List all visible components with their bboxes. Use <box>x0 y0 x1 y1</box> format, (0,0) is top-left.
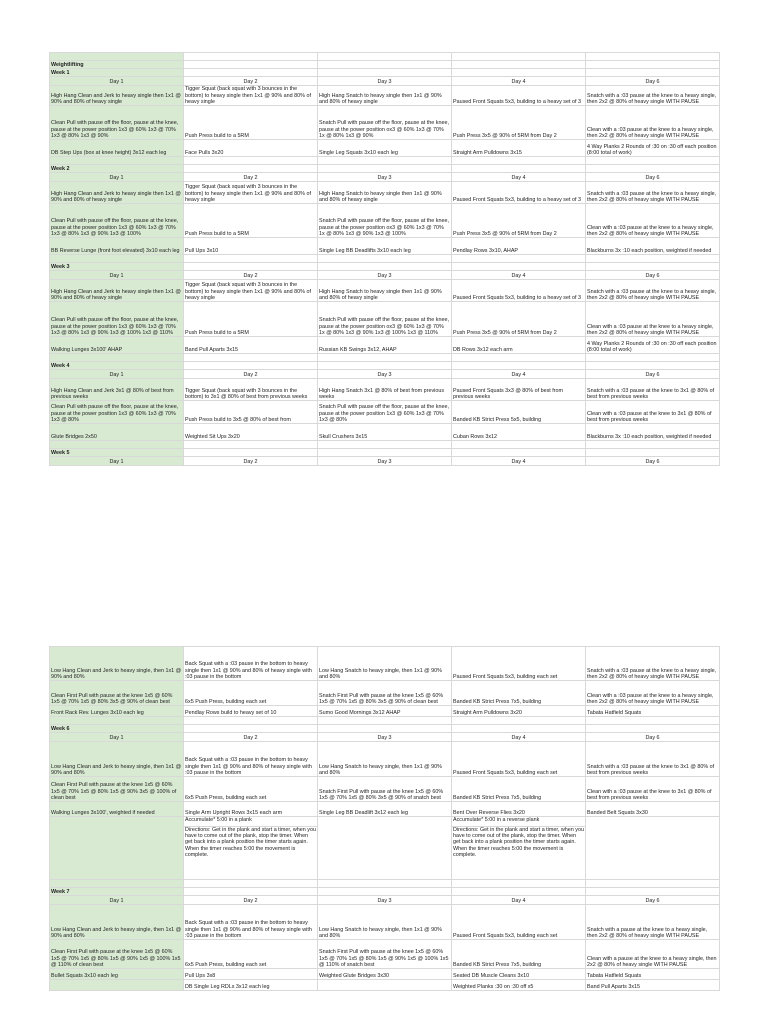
exercise-cell[interactable]: Pendlay Rows build to heavy set of 10 <box>184 706 318 717</box>
week-label[interactable]: Week 3 <box>50 263 184 271</box>
exercise-cell[interactable] <box>318 980 452 991</box>
exercise-cell[interactable]: Snatch Pull with pause off the floor, pause at the knee, pause at the power position ox3 @ 60% 1x3 @ 70% 1x @ 80% 1x3 @ 90% 1x3 @ 100% <box>318 204 452 238</box>
empty-cell[interactable] <box>318 725 452 733</box>
exercise-cell[interactable]: Walking Lunges 3x100', weighted if needed <box>50 802 184 817</box>
empty-cell[interactable] <box>452 725 586 733</box>
day-header[interactable]: Day 4 <box>452 173 586 182</box>
empty-cell[interactable] <box>452 441 586 449</box>
exercise-cell[interactable]: Paused Front Squats 5x3, building to a heavy set of 3 <box>452 86 586 106</box>
empty-cell[interactable] <box>452 157 586 165</box>
empty-cell[interactable] <box>586 53 720 61</box>
empty-cell[interactable] <box>318 157 452 165</box>
empty-cell[interactable] <box>184 362 318 370</box>
day-header[interactable]: Day 4 <box>452 733 586 742</box>
exercise-cell[interactable]: Push Press build to a 5RM <box>184 106 318 140</box>
exercise-cell[interactable]: Tigger Squat (back squat with 3 bounces in the bottom) to heavy single then 1x1 @ 90% and 80% of heavy single <box>184 86 318 106</box>
exercise-cell[interactable]: Snatch First Pull with pause at the knee 1x5 @ 60% 1x5 @ 70% 1x5 @ 80% 3x5 @ 90% of snatch best <box>318 777 452 802</box>
empty-cell[interactable] <box>318 53 452 61</box>
empty-cell[interactable] <box>184 157 318 165</box>
week-label[interactable]: Week 1 <box>50 69 184 77</box>
exercise-cell[interactable]: High Hang Snatch to heavy single then 1x1 @ 90% and 80% of heavy single <box>318 182 452 204</box>
exercise-cell[interactable]: Face Pulls 3x20 <box>184 140 318 157</box>
exercise-cell[interactable]: Paused Front Squats 5x3, building to a heavy set of 3 <box>452 280 586 302</box>
day-header[interactable]: Day 6 <box>586 370 720 379</box>
exercise-cell[interactable]: Pull Ups 3x10 <box>184 238 318 255</box>
empty-cell[interactable] <box>318 61 452 69</box>
empty-cell[interactable] <box>318 449 452 457</box>
week-label[interactable]: Week 4 <box>50 362 184 370</box>
exercise-cell[interactable]: Low Hang Clean and Jerk to heavy single, then 1x1 @ 90% and 80% <box>50 647 184 681</box>
empty-cell[interactable] <box>586 255 720 263</box>
empty-cell[interactable] <box>452 354 586 362</box>
empty-cell[interactable] <box>452 880 586 888</box>
exercise-cell[interactable]: Low Hang Snatch to heavy single, then 1x1 @ 90% and 80% <box>318 742 452 777</box>
empty-cell[interactable] <box>50 53 184 61</box>
sheet-page-2 <box>49 646 720 991</box>
empty-cell[interactable] <box>452 362 586 370</box>
day-header[interactable]: Day 1 <box>50 271 184 280</box>
exercise-cell[interactable]: Band Pull Aparts 3x15 <box>586 980 720 991</box>
exercise-cell[interactable]: Clean with a :03 pause at the knee to 3x1 @ 80% of best from previous weeks <box>586 401 720 424</box>
empty-cell[interactable] <box>586 717 720 725</box>
empty-cell[interactable] <box>452 255 586 263</box>
day-header[interactable]: Day 1 <box>50 896 184 905</box>
day-header[interactable]: Day 6 <box>586 173 720 182</box>
empty-cell[interactable] <box>586 441 720 449</box>
empty-cell[interactable] <box>586 449 720 457</box>
exercise-cell[interactable]: Push Press build to 3x5 @ 80% of best from <box>184 401 318 424</box>
week-label[interactable]: Week 2 <box>50 165 184 173</box>
empty-cell[interactable] <box>184 61 318 69</box>
day-header[interactable]: Day 1 <box>50 370 184 379</box>
exercise-cell[interactable]: Snatch Pull with pause off the floor, pause at the knee, pause at the power position ox3 @ 60% 1x3 @ 70% 1x @ 80% 1x3 @ 90% <box>318 106 452 140</box>
exercise-cell[interactable]: Single Leg BB Deadlift 3x12 each leg <box>318 802 452 817</box>
exercise-cell[interactable]: Tabata Hatfield Squats <box>586 706 720 717</box>
exercise-cell[interactable]: Snatch Pull with pause off the floor, pause at the knee, pause at the power position ox3 @ 60% 1x3 @ 70% 1x @ 80% 1x3 @ 90% 1x3 @ 100% 1x3 @ 110% <box>318 302 452 337</box>
empty-cell[interactable] <box>184 717 318 725</box>
exercise-cell[interactable] <box>50 980 184 991</box>
exercise-cell[interactable]: Snatch Pull with pause off the floor, pause at the knee, pause at the power position 1x3 @ 60% 1x3 @ 70% 1x3 @ 80% <box>318 401 452 424</box>
day-header[interactable]: Day 4 <box>452 77 586 86</box>
exercise-cell[interactable]: Bullet Squats 3x10 each leg <box>50 969 184 980</box>
exercise-cell[interactable]: Paused Front Squats 5x3, building each set <box>452 742 586 777</box>
empty-cell[interactable] <box>318 69 452 77</box>
empty-cell[interactable] <box>184 441 318 449</box>
empty-cell[interactable] <box>452 717 586 725</box>
exercise-cell[interactable]: Clean with a :03 pause at the knee to a heavy single, then 2x2 @ 80% of heavy single WITH PAUSE <box>586 106 720 140</box>
exercise-cell[interactable]: Glute Bridges 2x50 <box>50 424 184 441</box>
exercise-cell[interactable]: DB Single Leg RDLs 3x12 each leg <box>184 980 318 991</box>
empty-cell[interactable] <box>452 61 586 69</box>
exercise-cell[interactable]: Walking Lunges 3x100' AHAP <box>50 337 184 354</box>
empty-cell[interactable] <box>318 441 452 449</box>
exercise-cell[interactable]: Push Press 3x5 @ 90% of 5RM from Day 2 <box>452 106 586 140</box>
exercise-cell[interactable]: Back Squat with a :03 pause in the bottom to heavy single then 1x1 @ 90% and 80% of heavy single with :03 pause in the bottom <box>184 647 318 681</box>
day-header[interactable]: Day 4 <box>452 896 586 905</box>
empty-cell[interactable] <box>318 263 452 271</box>
empty-cell[interactable] <box>50 255 184 263</box>
exercise-cell[interactable]: Snatch First Pull with pause at the knee 1x5 @ 60% 1x5 @ 70% 1x5 @ 80% 3x5 @ 90% of clean best <box>318 681 452 706</box>
week-label[interactable]: Week 6 <box>50 725 184 733</box>
day-header[interactable]: Day 3 <box>318 896 452 905</box>
exercise-cell[interactable]: Russian KB Swings 3x12, AHAP <box>318 337 452 354</box>
empty-cell[interactable] <box>318 817 452 880</box>
exercise-cell[interactable]: Clean with a :03 pause at the knee to a heavy single, then 2x2 @ 80% of heavy single WITH PAUSE <box>586 302 720 337</box>
sheet-page-1 <box>49 52 720 466</box>
empty-cell[interactable] <box>586 69 720 77</box>
exercise-cell[interactable]: Push Press build to a 5RM <box>184 204 318 238</box>
exercise-cell[interactable]: 6x5 Push Press, building each set <box>184 940 318 969</box>
day-header[interactable]: Day 6 <box>586 896 720 905</box>
directions-note[interactable]: Directions: Get in the plank and start a timer, when you have to come out of the plank, stop the timer. When get back into a plank position the timer starts again. When the timer reaches 5:00 the movement is complete. <box>452 827 586 880</box>
exercise-cell[interactable]: Low Hang Clean and Jerk to heavy single, then 1x1 @ 90% and 80% <box>50 742 184 777</box>
exercise-cell[interactable]: DB Step Ups (box at knee height) 3x12 each leg <box>50 140 184 157</box>
day-header[interactable]: Day 2 <box>184 173 318 182</box>
day-header[interactable]: Day 2 <box>184 896 318 905</box>
exercise-cell[interactable]: Back Squat with a :03 pause in the bottom to heavy single then 1x1 @ 90% and 80% of heavy single with :03 pause in the bottom <box>184 742 318 777</box>
empty-cell[interactable] <box>184 69 318 77</box>
empty-cell[interactable] <box>586 725 720 733</box>
exercise-cell[interactable]: Snatch with a :03 pause at the knee to 3x1 @ 80% of best from previous weeks <box>586 379 720 401</box>
exercise-cell[interactable]: 6x5 Push Press, building each set <box>184 681 318 706</box>
empty-cell[interactable] <box>318 354 452 362</box>
exercise-cell[interactable]: Snatch with a :03 pause at the knee to a heavy single, then 2x2 @ 80% of heavy single WITH PAUSE <box>586 86 720 106</box>
empty-cell[interactable] <box>452 888 586 896</box>
exercise-cell[interactable]: Banded KB Strict Press 7x5, building <box>452 940 586 969</box>
exercise-cell[interactable]: Banded KB Strict Press 7x5, building <box>452 777 586 802</box>
exercise-cell[interactable]: High Hang Snatch to heavy single then 1x1 @ 90% and 80% of heavy single <box>318 280 452 302</box>
exercise-cell[interactable]: Straight Arm Pulldowns 3x15 <box>452 140 586 157</box>
exercise-cell[interactable]: 4 Way Planks 2 Rounds of :30 on :30 off each position (8:00 total of work) <box>586 337 720 354</box>
exercise-cell[interactable]: High Hang Clean and Jerk 3x1 @ 80% of best from previous weeks <box>50 379 184 401</box>
day-header[interactable]: Day 2 <box>184 271 318 280</box>
exercise-cell[interactable]: Snatch with a :03 pause at the knee to 3x1 @ 80% of best from previous weeks <box>586 742 720 777</box>
exercise-cell[interactable]: Clean Pull with pause off the floor, pause at the knee, pause at the power position 1x3 @ 60% 1x3 @ 70% 1x3 @ 80% 1x3 @ 90% 1x3 @ 100% <box>50 204 184 238</box>
exercise-cell[interactable]: Blackburns 3x :10 each position, weighted if needed <box>586 424 720 441</box>
exercise-cell[interactable]: High Hang Clean and Jerk to heavy single then 1x1 @ 90% and 80% of heavy single <box>50 280 184 302</box>
empty-cell[interactable] <box>586 157 720 165</box>
exercise-cell[interactable]: Tabata Hatfield Squats <box>586 969 720 980</box>
exercise-cell[interactable]: Bent Over Reverse Flies 3x20 <box>452 802 586 817</box>
exercise-cell[interactable]: Cuban Rows 3x12 <box>452 424 586 441</box>
exercise-cell[interactable]: Paused Front Squats 5x3, building to a heavy set of 3 <box>452 182 586 204</box>
week-label[interactable]: Week 5 <box>50 449 184 457</box>
empty-cell[interactable] <box>50 880 184 888</box>
exercise-cell[interactable]: Clean Pull with pause off the floor, pause at the knee, pause at the power position 1x3 @ 60% 1x3 @ 70% 1x3 @ 80% <box>50 401 184 424</box>
exercise-cell[interactable]: Push Press build to a 5RM <box>184 302 318 337</box>
day-header[interactable]: Day 6 <box>586 733 720 742</box>
day-header[interactable]: Day 3 <box>318 173 452 182</box>
exercise-cell[interactable]: Clean Pull with pause off the floor, pause at the knee, pause at the power position 1x3 @ 60% 1x3 @ 70% 1x3 @ 80% 1x3 @ 90% 1x3 @ 100% 1x3 @ 110% <box>50 302 184 337</box>
empty-cell[interactable] <box>318 888 452 896</box>
sheet-title[interactable]: Weightlifting <box>50 61 184 69</box>
exercise-cell[interactable]: Snatch with a :03 pause at the knee to a heavy single, then 2x2 @ 80% of heavy single WITH PAUSE <box>586 647 720 681</box>
empty-cell[interactable] <box>452 263 586 271</box>
exercise-cell[interactable]: Band Pull Aparts 3x15 <box>184 337 318 354</box>
empty-cell[interactable] <box>586 165 720 173</box>
exercise-cell[interactable]: High Hang Snatch 3x1 @ 80% of best from previous weeks <box>318 379 452 401</box>
exercise-cell[interactable]: Low Hang Snatch to heavy single, then 1x1 @ 90% and 80% <box>318 905 452 940</box>
day-header[interactable]: Day 4 <box>452 271 586 280</box>
exercise-cell[interactable]: Single Leg BB Deadlifts 3x10 each leg <box>318 238 452 255</box>
exercise-cell[interactable]: Seated DB Muscle Cleans 3x10 <box>452 969 586 980</box>
exercise-cell[interactable]: 6x5 Push Press, building each set <box>184 777 318 802</box>
exercise-cell[interactable]: Weighted Planks :30 on :30 off x5 <box>452 980 586 991</box>
exercise-cell[interactable]: 4 Way Planks 2 Rounds of :30 on :30 off each position (8:00 total of work) <box>586 140 720 157</box>
day-header[interactable]: Day 4 <box>452 457 586 466</box>
exercise-cell[interactable]: Straight Arm Pulldowns 3x20 <box>452 706 586 717</box>
empty-cell[interactable] <box>184 880 318 888</box>
empty-cell[interactable] <box>50 354 184 362</box>
empty-cell[interactable] <box>452 449 586 457</box>
empty-cell[interactable] <box>318 880 452 888</box>
empty-cell[interactable] <box>586 817 720 880</box>
exercise-cell[interactable]: Tigger Squat (back squat with 3 bounces in the bottom) to 3x1 @ 80% of best from previous weeks <box>184 379 318 401</box>
day-header[interactable]: Day 6 <box>586 457 720 466</box>
day-header[interactable]: Day 6 <box>586 77 720 86</box>
day-header[interactable]: Day 1 <box>50 77 184 86</box>
empty-cell[interactable] <box>184 725 318 733</box>
exercise-cell[interactable]: Low Hang Snatch to heavy single, then 1x1 @ 90% and 80% <box>318 647 452 681</box>
exercise-cell[interactable]: Front Rack Rev. Lunges 3x10 each leg <box>50 706 184 717</box>
exercise-cell[interactable]: Skull Crushers 3x15 <box>318 424 452 441</box>
exercise-cell[interactable]: Banded Belt Squats 3x30 <box>586 802 720 817</box>
exercise-cell[interactable]: Snatch with a :03 pause at the knee to a heavy single, then 2x2 @ 80% of heavy single WITH PAUSE <box>586 182 720 204</box>
empty-cell[interactable] <box>50 157 184 165</box>
empty-cell[interactable] <box>452 69 586 77</box>
empty-cell[interactable] <box>586 263 720 271</box>
exercise-cell[interactable]: DB Rows 3x12 each arm <box>452 337 586 354</box>
day-header[interactable]: Day 3 <box>318 370 452 379</box>
empty-cell[interactable] <box>586 362 720 370</box>
exercise-cell[interactable]: Clean Pull with pause off the floor, pause at the knee, pause at the power position 1x3 @ 60% 1x3 @ 70% 1x3 @ 80% 1x3 @ 90% <box>50 106 184 140</box>
empty-cell[interactable] <box>586 61 720 69</box>
empty-cell[interactable] <box>318 165 452 173</box>
empty-cell[interactable] <box>184 449 318 457</box>
exercise-cell[interactable]: Push Press 3x5 @ 90% of 5RM from Day 2 <box>452 204 586 238</box>
exercise-cell[interactable]: Clean with a :03 pause at the knee to a heavy single, then 2x2 @ 80% of heavy single WITH PAUSE <box>586 681 720 706</box>
exercise-cell[interactable]: High Hang Clean and Jerk to heavy single then 1x1 @ 90% and 80% of heavy single <box>50 182 184 204</box>
empty-cell[interactable] <box>184 53 318 61</box>
exercise-cell[interactable]: Tigger Squat (back squat with 3 bounces in the bottom) to heavy single then 1x1 @ 90% and 80% of heavy single <box>184 182 318 204</box>
exercise-cell[interactable]: Paused Front Squats 5x3, building each set <box>452 647 586 681</box>
day-header[interactable]: Day 1 <box>50 733 184 742</box>
exercise-cell[interactable]: Pull Ups 3x8 <box>184 969 318 980</box>
day-header[interactable]: Day 3 <box>318 457 452 466</box>
exercise-cell[interactable]: Back Squat with a :03 pause in the bottom to heavy single then 1x1 @ 90% and 80% of heavy single with :03 pause in the bottom <box>184 905 318 940</box>
empty-cell[interactable] <box>184 888 318 896</box>
exercise-cell[interactable]: Snatch First Pull with pause at the knee 1x5 @ 60% 1x5 @ 70% 1x5 @ 80% 1x5 @ 90% 1x5 @ 100% 1x5 @ 110% of snatch best <box>318 940 452 969</box>
directions-note[interactable]: Directions: Get in the plank and start a timer, when you have to come out of the plank, stop the timer. When get back into a plank position the timer starts again. When the timer reaches 5:00 the movement is complete. <box>184 827 318 880</box>
day-header[interactable]: Day 2 <box>184 733 318 742</box>
exercise-cell[interactable]: Tigger Squat (back squat with 3 bounces in the bottom) to heavy single then 1x1 @ 90% and 80% of heavy single <box>184 280 318 302</box>
day-header[interactable]: Day 1 <box>50 457 184 466</box>
exercise-cell[interactable]: Banded KB Strict Press 7x5, building <box>452 681 586 706</box>
exercise-cell[interactable]: Clean First Pull with pause at the knee 1x5 @ 60% 1x5 @ 70% 1x5 @ 80% 1x5 @ 90% 3x5 @ 100% of clean best <box>50 777 184 802</box>
exercise-cell[interactable]: Clean First Pull with pause at the knee 1x5 @ 60% 1x5 @ 70% 1x5 @ 80% 3x5 @ 90% of clean best <box>50 681 184 706</box>
empty-cell[interactable] <box>586 888 720 896</box>
day-header[interactable]: Day 3 <box>318 733 452 742</box>
empty-cell[interactable] <box>184 255 318 263</box>
exercise-cell[interactable]: Clean with a :03 pause at the knee to 3x1 @ 80% of best from previous weeks <box>586 777 720 802</box>
day-header[interactable]: Day 1 <box>50 173 184 182</box>
exercise-cell[interactable]: Single Arm Upright Rows 3x15 each arm <box>184 802 318 817</box>
empty-cell[interactable] <box>184 165 318 173</box>
empty-cell[interactable] <box>586 354 720 362</box>
exercise-cell[interactable]: Low Hang Clean and Jerk to heavy single, then 1x1 @ 90% and 80% <box>50 905 184 940</box>
empty-cell[interactable] <box>184 263 318 271</box>
exercise-cell[interactable]: Paused Front Squats 5x3, building each set <box>452 905 586 940</box>
empty-cell[interactable] <box>318 255 452 263</box>
accumulate-note[interactable]: Accumulate* 5:00 in a reverse plank <box>452 817 586 827</box>
day-header[interactable]: Day 6 <box>586 271 720 280</box>
exercise-cell[interactable]: Pendlay Rows 3x10, AHAP <box>452 238 586 255</box>
exercise-cell[interactable]: High Hang Clean and Jerk to heavy single then 1x1 @ 90% and 80% of heavy single <box>50 86 184 106</box>
empty-cell[interactable] <box>586 880 720 888</box>
exercise-cell[interactable]: Blackburns 3x :10 each position, weighted if needed <box>586 238 720 255</box>
empty-cell[interactable] <box>50 817 184 880</box>
exercise-cell[interactable]: Paused Front Squats 3x3 @ 80% of best from previous weeks <box>452 379 586 401</box>
exercise-cell[interactable]: Snatch with a pause at the knee to a heavy single, then 2x2 @ 80% of heavy single WITH PAUSE <box>586 905 720 940</box>
empty-cell[interactable] <box>184 354 318 362</box>
day-header[interactable]: Day 2 <box>184 370 318 379</box>
exercise-cell[interactable]: Banded KB Strict Press 5x5, building <box>452 401 586 424</box>
empty-cell[interactable] <box>318 362 452 370</box>
exercise-cell[interactable]: Push Press 3x5 @ 90% of 5RM from Day 2 <box>452 302 586 337</box>
empty-cell[interactable] <box>318 717 452 725</box>
exercise-cell[interactable]: Weighted Sit Ups 3x20 <box>184 424 318 441</box>
empty-cell[interactable] <box>50 717 184 725</box>
exercise-cell[interactable]: Sumo Good Mornings 3x12 AHAP <box>318 706 452 717</box>
day-header[interactable]: Day 2 <box>184 77 318 86</box>
day-header[interactable]: Day 4 <box>452 370 586 379</box>
exercise-cell[interactable]: BB Reverse Lunge (front foot elevated) 3x10 each leg <box>50 238 184 255</box>
empty-cell[interactable] <box>50 441 184 449</box>
exercise-cell[interactable]: Clean with a pause at the knee to a heavy single, then 2x2 @ 80% of heavy single WITH PAUSE <box>586 940 720 969</box>
accumulate-note[interactable]: Accumulate* 5:00 in a plank <box>184 817 318 827</box>
exercise-cell[interactable]: High Hang Snatch to heavy single then 1x1 @ 90% and 80% of heavy single <box>318 86 452 106</box>
exercise-cell[interactable]: Weighted Glute Bridges 3x30 <box>318 969 452 980</box>
exercise-cell[interactable]: Clean with a :03 pause at the knee to a heavy single, then 2x2 @ 80% of heavy single WITH PAUSE <box>586 204 720 238</box>
exercise-cell[interactable]: Clean First Pull with pause at the knee 1x5 @ 60% 1x5 @ 70% 1x5 @ 80% 1x5 @ 90% 1x5 @ 100% 1x5 @ 110% of clean best <box>50 940 184 969</box>
empty-cell[interactable] <box>452 53 586 61</box>
day-header[interactable]: Day 2 <box>184 457 318 466</box>
day-header[interactable]: Day 3 <box>318 271 452 280</box>
day-header[interactable]: Day 3 <box>318 77 452 86</box>
exercise-cell[interactable]: Single Leg Squats 3x10 each leg <box>318 140 452 157</box>
exercise-cell[interactable]: Snatch with a :03 pause at the knee to a heavy single, then 2x2 @ 80% of heavy single WITH PAUSE <box>586 280 720 302</box>
week-label[interactable]: Week 7 <box>50 888 184 896</box>
empty-cell[interactable] <box>452 165 586 173</box>
